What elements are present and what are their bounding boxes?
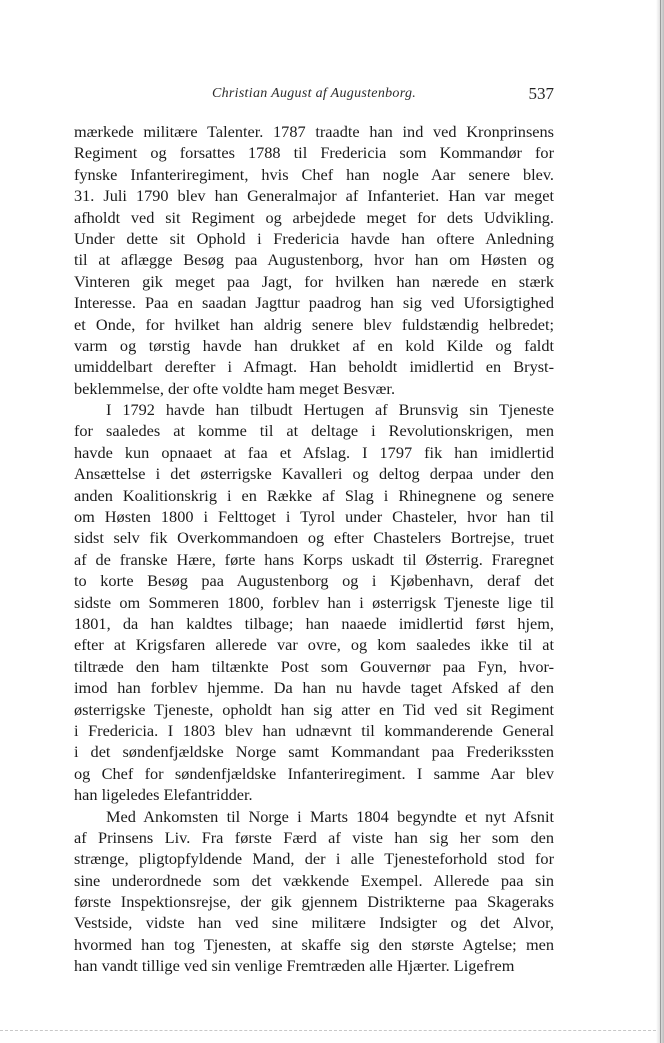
text-line: i det søndenfjældske Norge samt Kommandant paa Frederikssten — [74, 742, 554, 762]
text-line: østerrigske Tjeneste, opholdt han sig atter en Tid ved sit Regiment — [74, 699, 554, 719]
page-right-edge — [656, 0, 664, 1043]
text-line: Vestside, vidste han ved sine militære Indsigter og det Alvor, — [74, 913, 554, 933]
text-line: han vandt tillige ved sin venlige Fremtræden alle Hjærter. Ligefrem — [74, 956, 515, 976]
text-line: efter at Krigsfaren allerede var ovre, og kom saaledes ikke til at — [74, 635, 554, 655]
text-line: imod han forblev hjemme. Da han nu havde taget Afsked af den — [74, 678, 554, 698]
text-line: havde kun opnaaet at faa et Afslag. I 1797 fik han imidlertid — [74, 442, 554, 462]
text-line: I 1792 havde han tilbudt Hertugen af Brunsvig sin Tjeneste — [106, 400, 554, 420]
text-line: sidste om Sommeren 1800, forblev han i østerrigsk Tjeneste lige til — [74, 592, 554, 612]
text-line: første Inspektionsrejse, der gik gjennem Distrikterne paa Skageraks — [74, 892, 554, 912]
text-line: anden Koalitionskrig i en Række af Slag i Rhinegnene og senere — [74, 485, 554, 505]
text-line: sine underordnede som det vækkende Exempel. Allerede paa sin — [74, 870, 554, 890]
running-title: Christian August af Augustenborg. — [211, 86, 417, 101]
page-bottom-edge — [0, 1030, 656, 1032]
text-line: strænge, pligtopfyldende Mand, der i alle Tjenesteforhold stod for — [74, 849, 554, 869]
body-text — [74, 121, 554, 977]
text-line: til at aflægge Besøg paa Augustenborg, hvor han om Høsten og — [74, 250, 554, 270]
text-line: afholdt ved sit Regiment og arbejdede meget for dets Udvikling. — [74, 207, 554, 227]
text-line: Under dette sit Ophold i Fredericia havde han oftere Anledning — [74, 228, 554, 248]
text-line: i Fredericia. I 1803 blev han udnævnt til kommanderende General — [74, 720, 554, 740]
text-line: Ansættelse i det østerrigske Kavalleri og deltog derpaa under den — [74, 464, 554, 484]
paragraph — [74, 121, 554, 399]
text-line: varm og tørstig havde han drukket af en kold Kilde og faldt — [74, 335, 554, 355]
text-line: Vinteren gik meget paa Jagt, for hvilken han nærede en stærk — [74, 271, 554, 291]
text-line: han ligeledes Elefantridder. — [74, 785, 253, 805]
text-line: hvormed han tog Tjenesten, at skaffe sig den største Agtelse; men — [74, 934, 554, 954]
paragraph — [74, 806, 554, 977]
text-line: tiltræde den ham tiltænkte Post som Gouvernør paa Fyn, hvor- — [74, 656, 554, 676]
text-line: et Onde, for hvilket han aldrig senere blev fuldstændig helbredet; — [74, 314, 554, 334]
text-line: af de franske Hære, førte hans Korps uskadt til Østerrig. Fraregnet — [74, 549, 554, 569]
text-line: beklemmelse, der ofte voldte ham meget Besvær. — [74, 378, 396, 398]
text-line: om Høsten 1800 i Felttoget i Tyrol under Chasteler, hvor han til — [74, 507, 554, 527]
text-line: 1801, da han kaldtes tilbage; han naaede imidlertid først hjem, — [74, 613, 554, 633]
text-line: for saaledes at komme til at deltage i Revolutionskrigen, men — [74, 421, 554, 441]
page-header — [74, 84, 554, 106]
text-line: sidst selv fik Overkommandoen og efter Chastelers Bortrejse, truet — [74, 528, 554, 548]
page-number: 537 — [528, 84, 554, 103]
text-line: umiddelbart derefter i Afmagt. Han beholdt imidlertid en Bryst- — [74, 357, 554, 377]
text-line: og Chef for søndenfjældske Infanteriregiment. I samme Aar blev — [74, 763, 554, 783]
text-line: 31. Juli 1790 blev han Generalmajor af Infanteriet. Han var meget — [74, 186, 554, 206]
text-line: to korte Besøg paa Augustenborg og i Kjøbenhavn, deraf det — [74, 571, 554, 591]
paragraph — [74, 399, 554, 805]
text-line: Regiment og forsattes 1788 til Fredericia som Kommandør for — [74, 143, 554, 163]
text-line: Interesse. Paa en saadan Jagttur paadrog han sig ved Uforsigtighed — [74, 293, 554, 313]
text-line: fynske Infanteriregiment, hvis Chef han nogle Aar senere blev. — [74, 164, 554, 184]
text-line: mærkede militære Talenter. 1787 traadte han ind ved Kronprinsens — [74, 122, 554, 141]
text-line: Med Ankomsten til Norge i Marts 1804 begyndte et nyt Afsnit — [106, 806, 554, 826]
text-line: af Prinsens Liv. Fra første Færd af viste han sig her som den — [74, 827, 554, 847]
